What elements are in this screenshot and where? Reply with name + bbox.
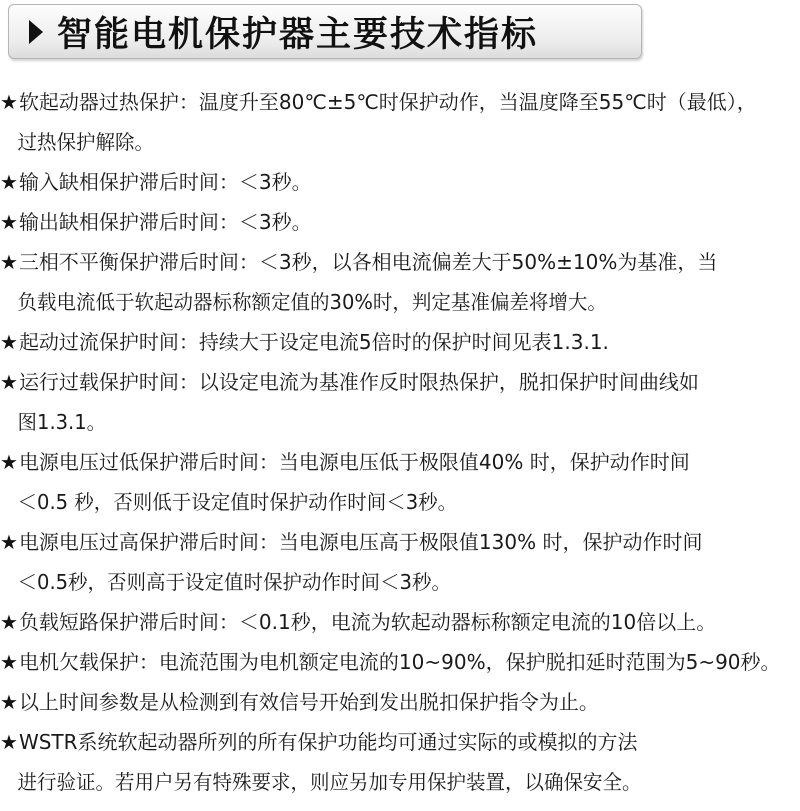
- spec-item-continuation: ＜0.5秒，否则高于设定值时保护动作时间＜3秒。: [17, 570, 451, 594]
- spec-item-continuation: 过热保护解除。: [17, 130, 155, 154]
- spec-item-text: 电源电压过低保护滞后时间：当电源电压低于极限值40% 时，保护动作时间: [18, 450, 690, 474]
- spec-item-text: 负载短路保护滞后时间：＜0.1秒，电流为软起动器标称额定电流的10倍以上。: [18, 610, 717, 634]
- star-icon: ★: [0, 450, 18, 474]
- spec-item: [0, 642, 800, 682]
- spec-item-text: 三相不平衡保护滞后时间：＜3秒，以各相电流偏差大于50%±10%为基准，当: [18, 250, 718, 274]
- star-icon: ★: [0, 730, 18, 754]
- spec-item: [0, 722, 800, 802]
- spec-item-text: 输入缺相保护滞后时间：＜3秒。: [18, 170, 312, 194]
- spec-item-text: 输出缺相保护滞后时间：＜3秒。: [18, 210, 312, 234]
- spec-item: [0, 522, 800, 602]
- spec-item-continuation: ＜0.5 秒，否则低于设定值时保护动作时间＜3秒。: [17, 490, 458, 514]
- spec-item-text: 电机欠载保护：电流范围为电机额定电流的10~90%，保护脱扣延时范围为5~90秒。: [18, 650, 781, 674]
- spec-item-text: 运行过载保护时间：以设定电流为基准作反时限热保护，脱扣保护时间曲线如: [18, 370, 699, 394]
- spec-item: [0, 242, 800, 322]
- spec-item: [0, 442, 800, 522]
- star-icon: ★: [0, 650, 18, 674]
- star-icon: ★: [0, 170, 18, 194]
- spec-item-text: 软起动器过热保护：温度升至80℃±5℃时保护动作，当温度降至55℃时（最低），: [18, 90, 757, 114]
- star-icon: ★: [0, 90, 18, 114]
- spec-item-text: 起动过流保护时间：持续大于设定电流5倍时的保护时间见表1.3.1.: [18, 330, 609, 354]
- page-title: 智能电机保护器主要技术指标: [57, 14, 539, 55]
- title-banner: [8, 4, 642, 59]
- star-icon: ★: [0, 530, 18, 554]
- star-icon: ★: [0, 610, 18, 634]
- star-icon: ★: [0, 370, 18, 394]
- spec-item-text: WSTR系统软起动器所列的所有保护功能均可通过实际的或模拟的方法: [18, 730, 638, 754]
- spec-item: [0, 82, 800, 162]
- play-arrow-icon: [29, 20, 43, 44]
- star-icon: ★: [0, 690, 18, 714]
- star-icon: ★: [0, 330, 18, 354]
- spec-item: [0, 362, 800, 442]
- spec-item-continuation: 负载电流低于软起动器标称额定值的30%时，判定基准偏差将增大。: [17, 290, 607, 314]
- spec-item: [0, 202, 800, 242]
- star-icon: ★: [0, 210, 18, 234]
- spec-item: [0, 162, 800, 202]
- spec-item-text: 电源电压过高保护滞后时间：当电源电压高于极限值130% 时，保护动作时间: [18, 530, 703, 554]
- spec-item-continuation: 图1.3.1。: [17, 410, 107, 434]
- spec-item: [0, 602, 800, 642]
- spec-item: [0, 322, 800, 362]
- star-icon: ★: [0, 250, 18, 274]
- spec-item-text: 以上时间参数是从检测到有效信号开始到发出脱扣保护指令为止。: [18, 690, 599, 714]
- spec-item-continuation: 进行验证。若用户另有特殊要求，则应另加专用保护装置，以确保安全。: [17, 770, 642, 794]
- spec-item: [0, 682, 800, 722]
